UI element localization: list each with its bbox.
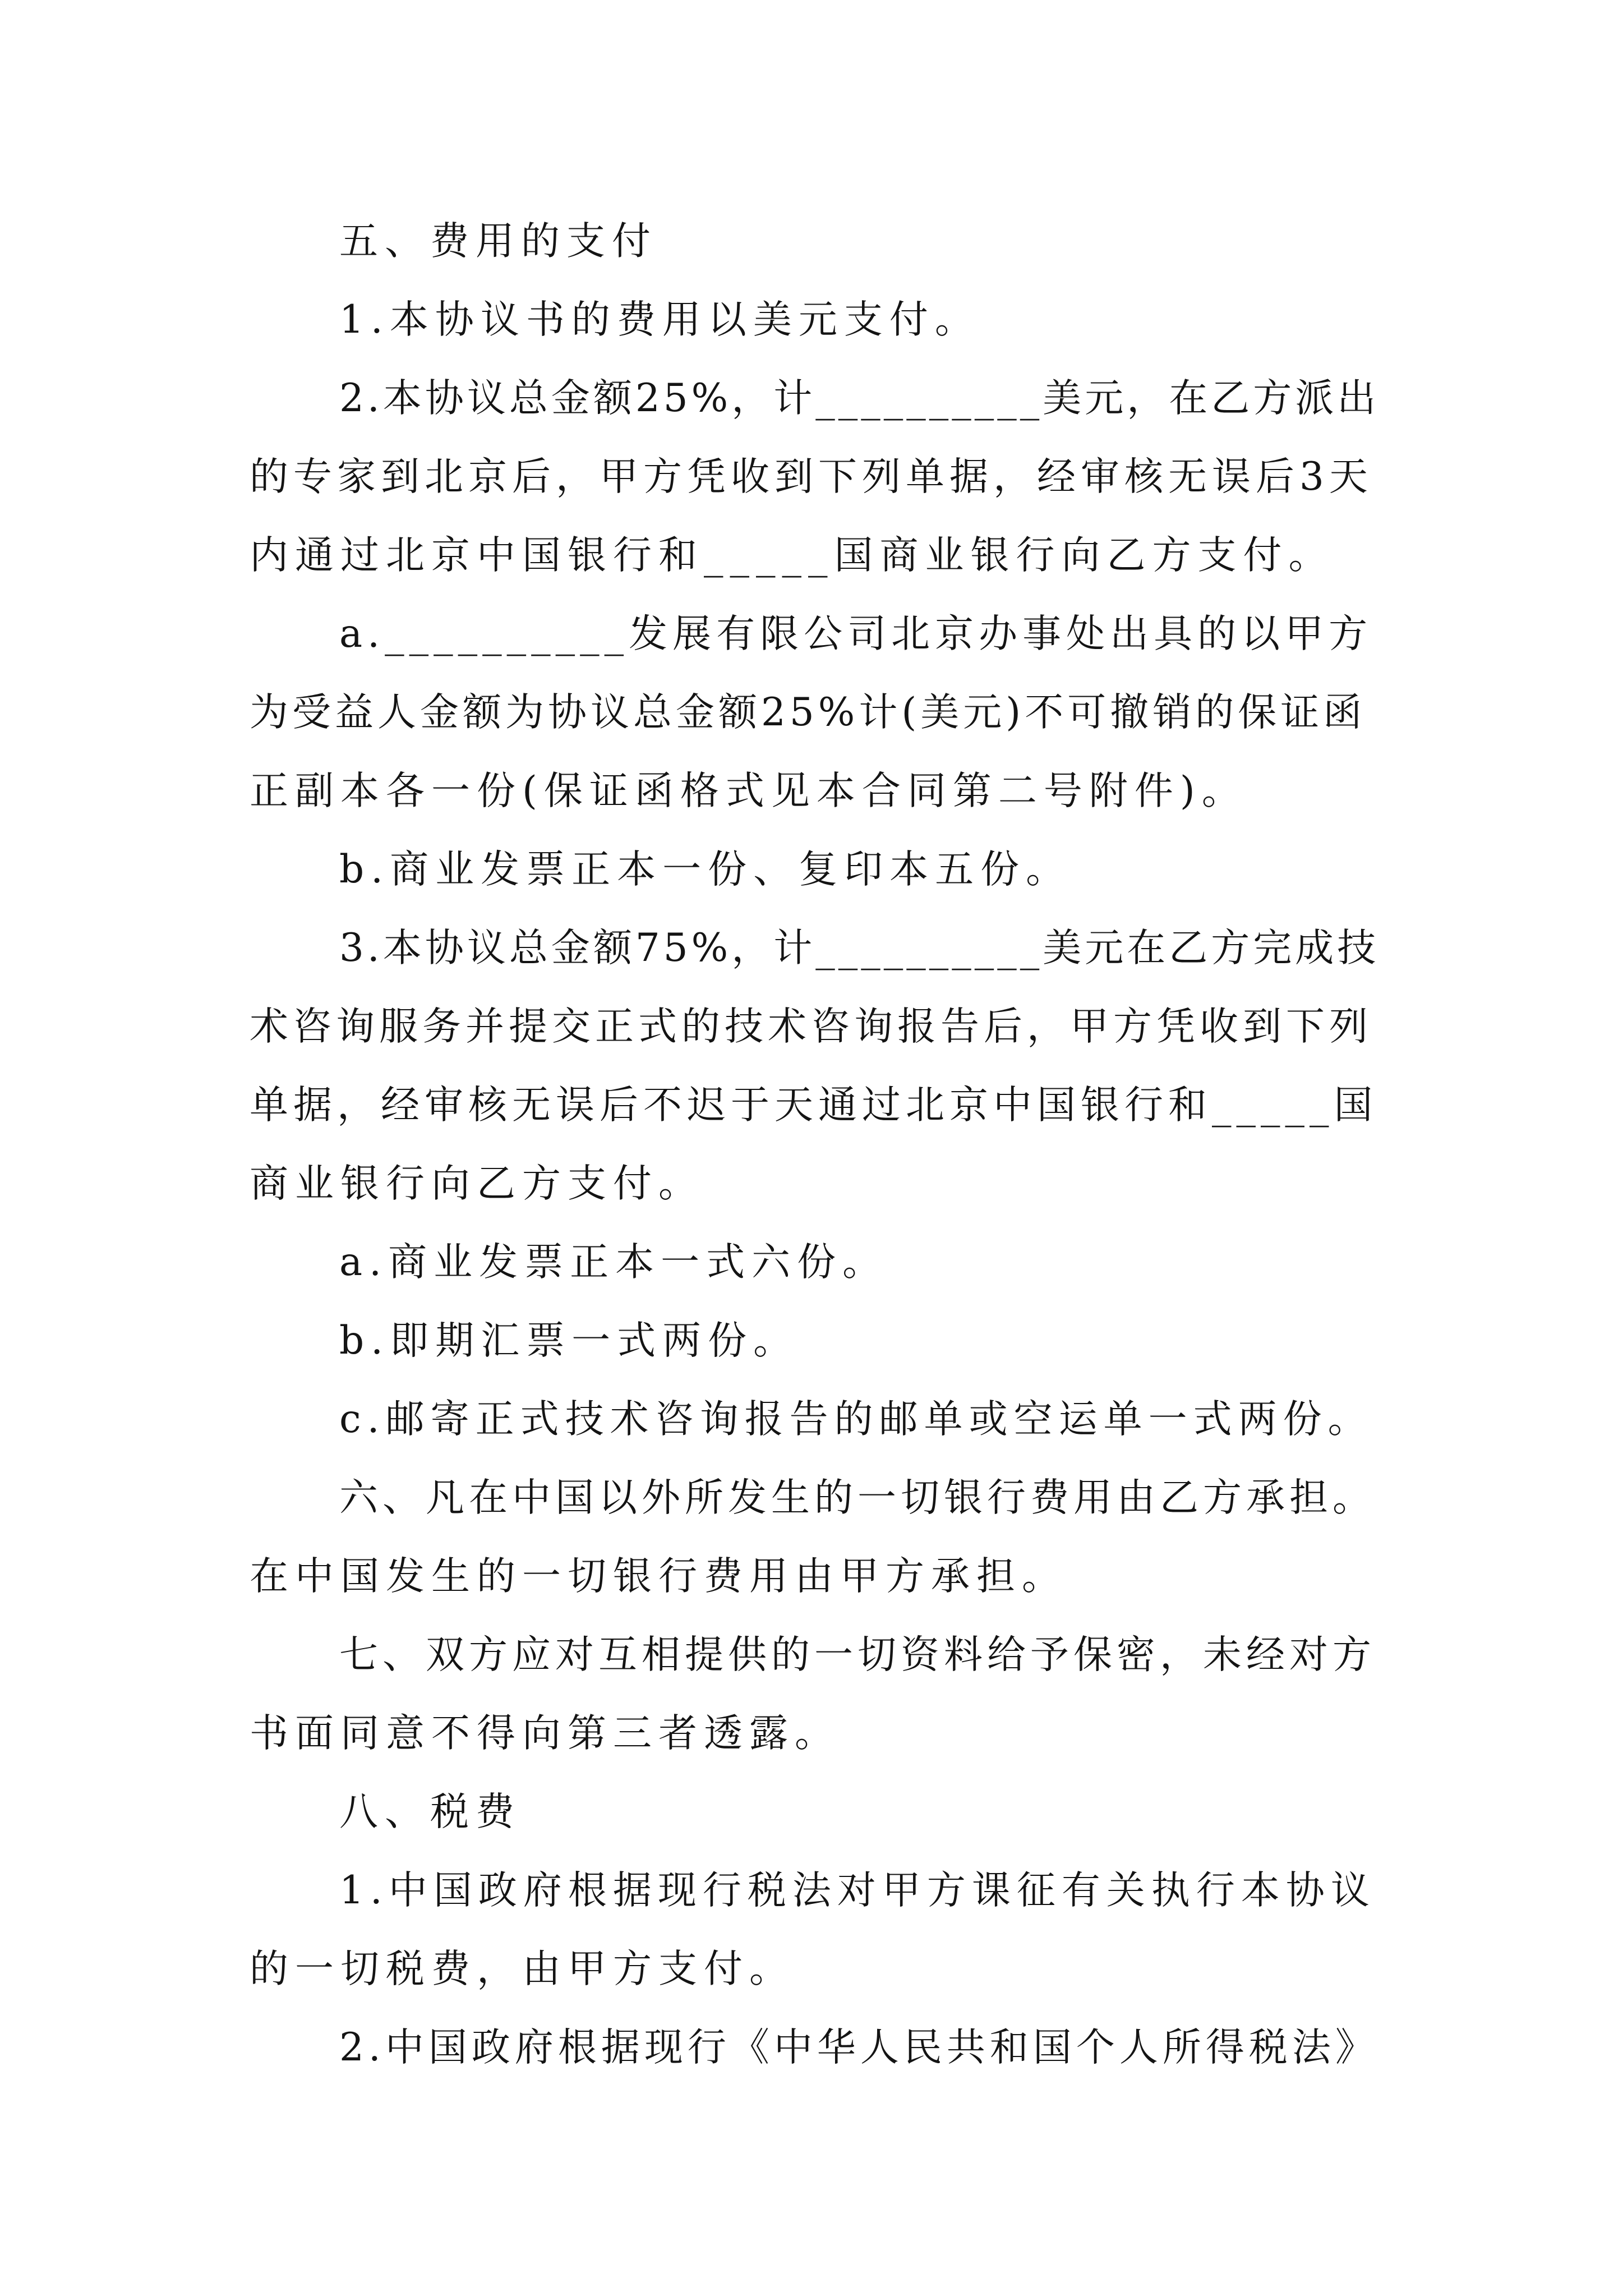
body-line: 1.中国政府根据现行税法对甲方课征有关执行本协议 bbox=[339, 1868, 1376, 1913]
body-line: 内通过北京中国银行和_____国商业银行向乙方支付。 bbox=[250, 533, 1334, 578]
body-line: a.商业发票正本一式六份。 bbox=[339, 1240, 888, 1285]
body-line: 术咨询服务并提交正式的技术咨询报告后，甲方凭收到下列 bbox=[250, 1004, 1372, 1049]
body-line: 在中国发生的一切银行费用由甲方承担。 bbox=[250, 1554, 1067, 1599]
body-line: 书面同意不得向第三者透露。 bbox=[250, 1711, 840, 1756]
body-line: a.__________发展有限公司北京办事处出具的以甲方 bbox=[339, 611, 1373, 656]
body-line: b.商业发票正本一份、复印本五份。 bbox=[339, 847, 1072, 892]
section-heading: 七、双方应对互相提供的一切资料给予保密，未经对方 bbox=[339, 1632, 1376, 1677]
body-line: c.邮寄正式技术咨询报告的邮单或空运单一式两份。 bbox=[339, 1397, 1373, 1442]
body-line: 为受益人金额为协议总金额25%计(美元)不可撤销的保证函 bbox=[250, 690, 1366, 735]
body-line: 3.本协议总金额75%，计__________美元在乙方完成技 bbox=[339, 926, 1380, 970]
body-line: 2.中国政府根据现行《中华人民共和国个人所得税法》 bbox=[339, 2025, 1378, 2070]
body-line: 正副本各一份(保证函格式见本合同第二号附件)。 bbox=[250, 769, 1247, 813]
section-heading: 六、凡在中国以外所发生的一切银行费用由乙方承担。 bbox=[339, 1475, 1376, 1520]
body-line: 商业银行向乙方支付。 bbox=[250, 1161, 704, 1206]
body-line: 单据，经审核无误后不迟于天通过北京中国银行和_____国 bbox=[250, 1083, 1378, 1128]
body-line: 1.本协议书的费用以美元支付。 bbox=[339, 297, 980, 342]
section-heading: 八、税费 bbox=[339, 1789, 521, 1834]
body-line: 的一切税费，由甲方支付。 bbox=[250, 1947, 795, 1991]
body-line: b.即期汇票一式两份。 bbox=[339, 1318, 799, 1363]
body-line: 2.本协议总金额25%，计__________美元，在乙方派出 bbox=[339, 376, 1380, 421]
section-heading: 五、费用的支付 bbox=[339, 219, 657, 264]
body-line: 的专家到北京后，甲方凭收到下列单据，经审核无误后3天 bbox=[250, 454, 1373, 499]
